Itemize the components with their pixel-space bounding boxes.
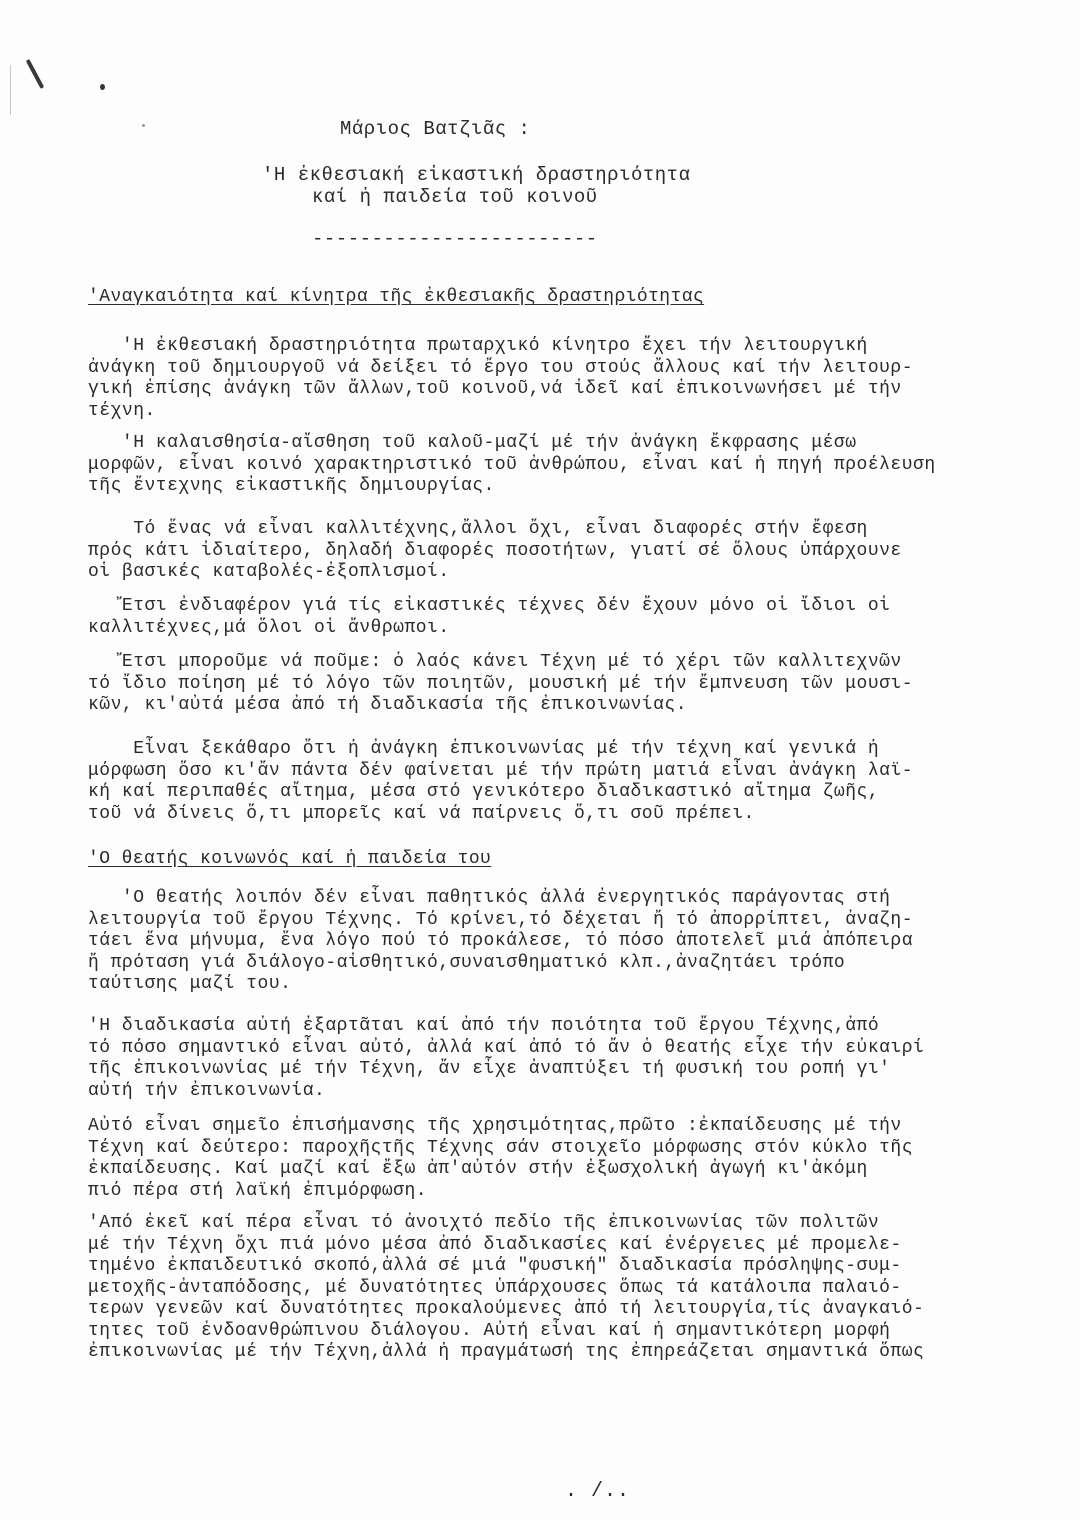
text-line: Ἔτσι ἐνδιαφέρον γιά τίς εἰκαστικές τέχνες δέν ἔχουν μόνο οἱ ἴδιοι οἱ — [88, 596, 891, 616]
author-name: Μάριος Βατζιᾶς : — [340, 118, 531, 140]
continuation-mark: . /.. — [565, 1480, 631, 1503]
text-line: πιό πέρα στή λαϊκή ἐπιμόρφωση. — [88, 1180, 428, 1201]
text-line: 'Ο θεατής λοιπόν δέν εἶναι παθητικός ἀλλά ἐνεργητικός παράγοντας στή — [88, 888, 891, 908]
document-title-line-1: 'Η ἐκθεσιακή εἰκαστική δραστηριότητα — [262, 164, 691, 186]
scan-edge-mark — [10, 65, 11, 115]
text-line: λειτουργία τοῦ ἔργου Τέχνης. Τό κρίνει,τό δέχεται ἤ τό ἀπορρίπτει, ἀναζη- — [88, 909, 914, 930]
text-line: γική ἐπίσης ἀνάγκη τῶν ἄλλων,τοῦ κοινοῦ,νά ἰδεῖ καί ἐπικοινωνήσει μέ τήν — [88, 379, 902, 399]
document-title-line-2: καί ἡ παιδεία τοῦ κοινοῦ — [312, 186, 598, 208]
text-line: τάει ἕνα μήνυμα, ἕνα λόγο πού τό προκάλεσε, τό πόσο ἀποτελεῖ μιά ἀπόπειρα — [88, 931, 914, 951]
text-line: κή καί περιπαθές αἴτημα, μέσα στό γενικότερο διαδικαστικό αἴτημα ζωῆς, — [88, 782, 880, 802]
ink-speck — [142, 124, 145, 127]
paragraph — [88, 888, 1080, 996]
text-line: τοῦ νά δίνεις ὅ,τι μπορεῖς καί νά παίρνεις ὅ,τι σοῦ πρέπει. — [88, 803, 755, 824]
text-line: Αὐτό εἶναι σημεῖο ἐπισήμανσης τῆς χρησιμότητας,πρῶτο :ἐκπαίδευσης μέ τήν — [88, 1116, 902, 1136]
text-line: αὐτή τήν ἐπικοινωνία. — [88, 1080, 326, 1101]
text-line: τημένο ἐκπαιδευτικό σκοπό,ἀλλά σέ μιά "φυσική" διαδικασία πρόσληψης-συμ- — [88, 1256, 902, 1276]
paragraph — [88, 1213, 1080, 1364]
text-line: τό ἴδιο ποίηση μέ τό λόγο τῶν ποιητῶν, μουσική μέ τήν ἔμπνευση τῶν μουσι- — [88, 673, 914, 694]
text-line: πρός κάτι ἰδιαίτερο, δηλαδή διαφορές ποσοτήτων, γιατί σέ ὅλους ὑπάρχουνε — [88, 540, 902, 561]
paragraph — [88, 739, 1080, 825]
text-line: μόρφωση ὅσο κι'ἄν πάντα δέν φαίνεται μέ τήν πρώτη ματιά εἶναι ἀνάγκη λαϊ- — [88, 760, 914, 781]
section-heading: 'Ο θεατής κοινωνός καί ἡ παιδεία του — [88, 849, 492, 869]
text-line: ἐκπαίδευσης. Καί μαζί καί ἔξω ἀπ'αὐτόν στήν ἐξωσχολική ἀγωγή κι'ἀκόμη — [88, 1159, 868, 1179]
text-line: τό πόσο σημαντικό εἶναι αὐτό, ἀλλά καί ἀπό τό ἄν ὁ θεατής εἶχε τήν εὐκαιρί — [88, 1037, 925, 1058]
text-line: Ἔτσι μποροῦμε νά ποῦμε: ὁ λαός κάνει Τέχνη μέ τό χέρι τῶν καλλιτεχνῶν — [88, 652, 902, 672]
text-line: ἤ πρόταση γιά διάλογο-αἰσθητικό,συναισθηματικό κλπ.,ἀναζητάει τρόπο — [88, 952, 846, 973]
text-line: κῶν, κι'αὐτά μέσα ἀπό τή διαδικασία τῆς ἐπικοινωνίας. — [88, 695, 687, 715]
text-line: 'Από ἐκεῖ καί πέρα εἶναι τό ἀνοιχτό πεδίο τῆς ἐπικοινωνίας τῶν πολιτῶν — [88, 1213, 880, 1233]
text-line: 'Η καλαισθησία-αἴσθηση τοῦ καλοῦ-μαζί μέ τήν ἀνάγκη ἔκφρασης μέσω — [88, 433, 857, 453]
paragraph — [88, 433, 1080, 498]
text-line: μέ τήν Τέχνη ὄχι πιά μόνο μέσα ἀπό διαδικασίες καί ἐνέργειες μέ προμελε- — [88, 1234, 902, 1255]
text-line: ἀνάγκη τοῦ δημιουργοῦ νά δείξει τό ἔργο του στούς ἄλλους καί τήν λειτουρ- — [88, 357, 914, 378]
paragraph — [88, 336, 1080, 422]
paragraph — [88, 652, 1080, 717]
text-line: Τέχνη καί δεύτερο: παροχῆςτῆς Τέχνης σάν στοιχεῖο μόρφωσης στόν κύκλο τῆς — [88, 1137, 914, 1158]
text-line: τητες τοῦ ἐνδοανθρώπινου διάλογου. Αὐτή εἶναι καί ἡ σημαντικότερη μορφή — [88, 1320, 891, 1341]
text-line: καλλιτέχνες,μά ὅλοι οἱ ἄνθρωποι. — [88, 617, 450, 638]
text-line: οἱ βασικές καταβολές-ἐξοπλισμοί. — [88, 562, 450, 582]
text-line: τερων γενεῶν καί δυνατότητες προκαλούμενες ἀπό τή λειτουργία,τίς ἀναγκαιό- — [88, 1299, 925, 1319]
text-line: Εἶναι ξεκάθαρο ὅτι ἡ ἀνάγκη ἐπικοινωνίας μέ τήν τέχνη καί γενικά ἡ — [88, 739, 880, 759]
text-line: τῆς ἐπικοινωνίας μέ τήν Τέχνη, ἄν εἶχε ἀναπτύξει τή φυσική του ροπή γι' — [88, 1059, 891, 1079]
title-rule: ------------------------ — [312, 228, 598, 250]
text-line: Τό ἕνας νά εἶναι καλλιτέχνης,ἄλλοι ὄχι, εἶναι διαφορές στήν ἔφεση — [88, 519, 868, 539]
text-line: 'Η διαδικασία αὐτή ἐξαρτᾶται καί ἀπό τήν ποιότητα τοῦ ἔργου Τέχνης,ἀπό — [88, 1016, 880, 1036]
text-line: τέχνη. — [88, 400, 156, 421]
paragraph — [88, 1116, 1080, 1202]
text-line: 'Η ἐκθεσιακή δραστηριότητα πρωταρχικό κίνητρο ἔχει τήν λειτουργική — [88, 336, 868, 356]
section-heading: 'Αναγκαιότητα καί κίνητρα τῆς ἐκθεσιακῆς δραστηριότητας — [88, 287, 705, 307]
text-line: μορφῶν, εἶναι κοινό χαρακτηριστικό τοῦ ἀνθρώπου, εἶναι καί ἡ πηγή προέλευση — [88, 454, 936, 475]
ink-smudge-mark — [26, 59, 45, 89]
paragraph — [88, 519, 1080, 584]
text-line: ταύτισης μαζί του. — [88, 974, 292, 994]
ink-speck — [100, 84, 105, 90]
text-line: μετοχῆς-ἀνταπόδοσης, μέ δυνατότητες ὑπάρχουσες ὅπως τά κατάλοιπα παλαιό- — [88, 1277, 902, 1298]
paragraph — [88, 1016, 1080, 1102]
paragraph — [88, 596, 1080, 639]
text-line: ἐπικοινωνίας μέ τήν Τέχνη,ἀλλά ἡ πραγμάτωσή της ἐπηρεάζεται σημαντικά ὅπως — [88, 1342, 925, 1362]
text-line: τῆς ἔντεχνης εἰκαστικῆς δημιουργίας. — [88, 476, 495, 496]
